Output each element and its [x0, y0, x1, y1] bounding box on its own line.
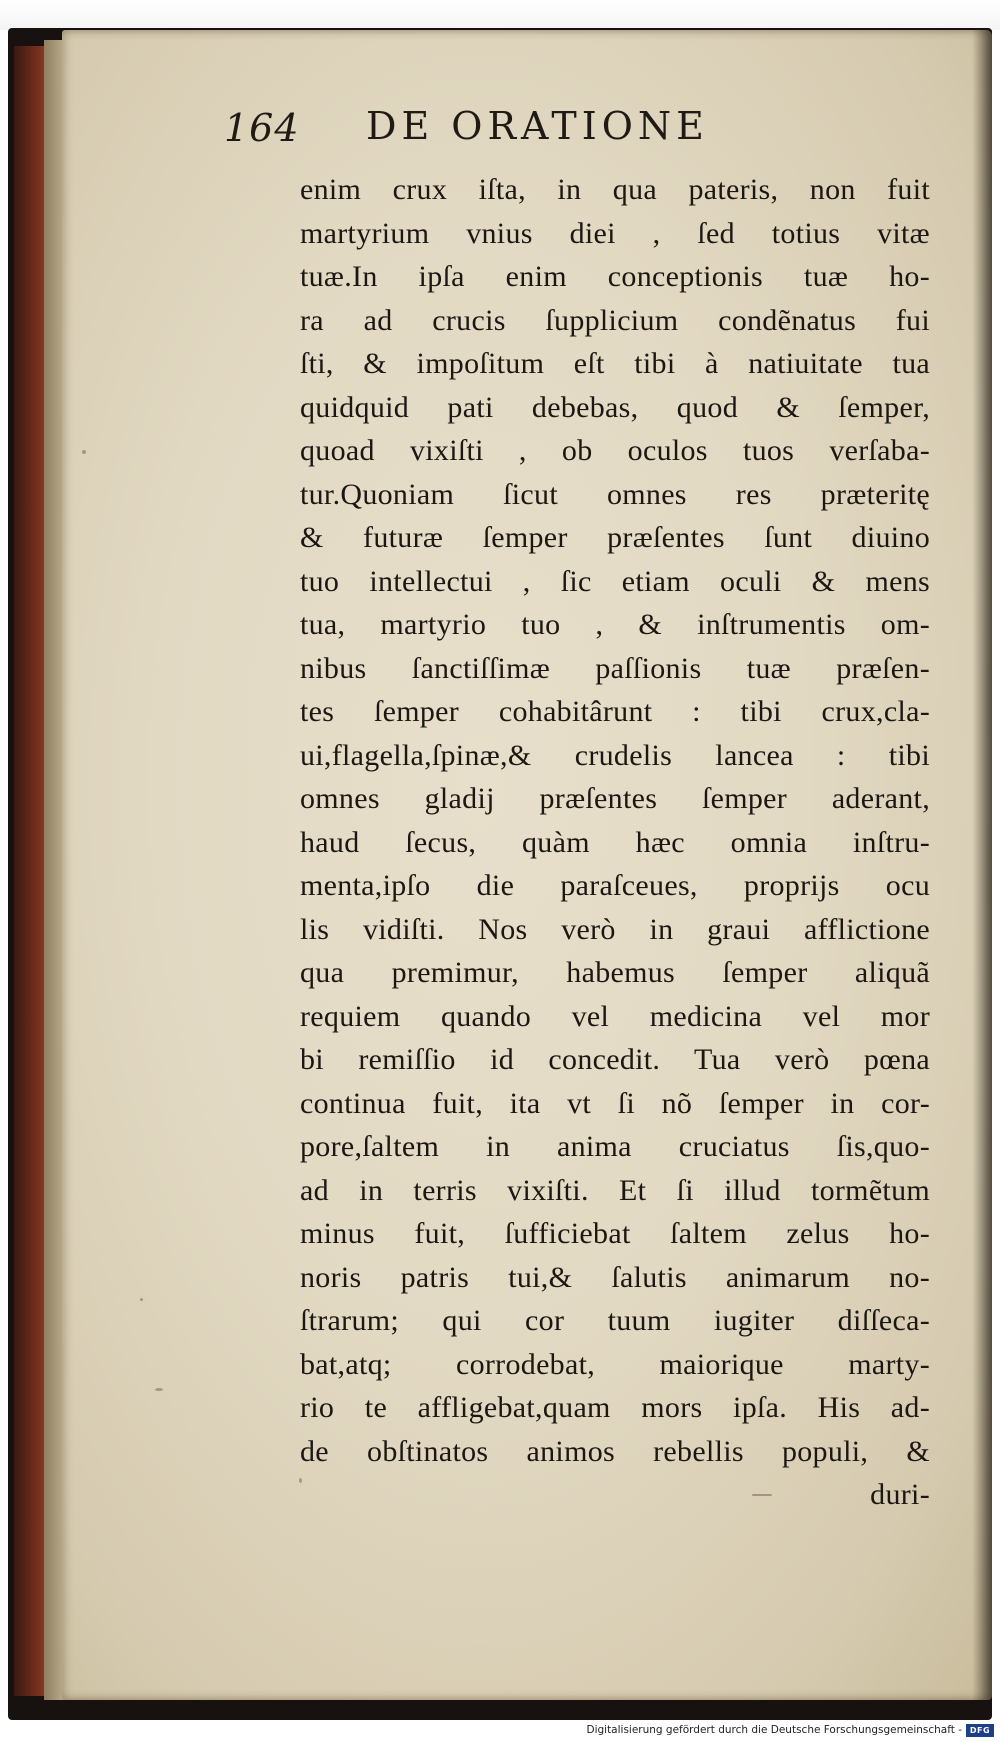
text-line: & futuræ ſemper præſentes ſunt diuino — [300, 521, 930, 554]
page-header — [224, 96, 864, 156]
text-line: omnes gladij præſentes ſemper aderant, — [300, 782, 930, 815]
text-line: bi remiſſio id concedit. Tua verò pœna — [300, 1043, 930, 1076]
text-line: quoad vixiſti , ob oculos tuos verſaba- — [300, 434, 930, 467]
text-line: tua, martyrio tuo , & inſtrumentis om- — [300, 608, 930, 641]
text-line: haud ſecus, quàm hæc omnia inſtru- — [300, 825, 930, 859]
text-line: enim crux iſta, in qua pateris, non fuit — [300, 173, 930, 206]
foxing-spot — [140, 1298, 143, 1301]
running-head: DE ORATIONE — [366, 104, 709, 148]
text-line: bat,atq; corrodebat, maiorique marty- — [300, 1347, 930, 1381]
text-line: rio te affligebat,quam mors ipſa. His ad- — [300, 1391, 930, 1424]
text-line: requiem quando vel medicina vel mor — [300, 999, 930, 1033]
text-line: ſti, & impoſitum eſt tibi à natiuitate tua — [300, 347, 930, 380]
page-number: 164 — [224, 106, 300, 150]
text-line: continua fuit, ita vt ſi nõ ſemper in cor- — [300, 1086, 930, 1120]
text-line: ui,flagella,ſpinæ,& crudelis lancea : tibi — [300, 738, 930, 772]
text-line: menta,ipſo die paraſceues, proprijs ocu — [300, 869, 930, 902]
text-line: quidquid pati debebas, quod & ſemper, — [300, 390, 930, 424]
text-line: de obſtinatos animos rebellis populi, & — [300, 1434, 930, 1468]
foxing-spot — [82, 450, 86, 454]
body-text — [300, 168, 930, 1517]
text-line: qua premimur, habemus ſemper aliquã — [300, 956, 930, 989]
text-line: tur.Quoniam ſicut omnes res præteritę — [300, 477, 930, 511]
foxing-spot — [155, 1388, 163, 1391]
text-line: ad in terris vixiſti. Et ſi illud tormẽtum — [300, 1173, 930, 1207]
text-line: tuæ.In ipſa enim conceptionis tuæ ho- — [300, 260, 930, 293]
text-line: ſtrarum; qui cor tuum iugiter diſſeca- — [300, 1304, 930, 1337]
scan-background — [0, 0, 1000, 30]
text-line: tuo intellectui , ſic etiam oculi & mens — [300, 564, 930, 598]
page-gutter-shadow — [972, 30, 992, 1700]
text-line: nibus ſanctiſſimæ paſſionis tuæ præſen- — [300, 651, 930, 685]
digitization-credit: Digitalisierung gefördert durch die Deutsche Forschungsgemeinschaft - — [586, 1724, 962, 1736]
text-line: tes ſemper cohabitârunt : tibi crux,cla- — [300, 695, 930, 728]
catchword: duri- — [870, 1478, 930, 1511]
text-line: martyrium vnius diei , ſed totius vitæ — [300, 216, 930, 250]
dfg-logo-icon: DFG — [966, 1724, 994, 1737]
text-line: ra ad crucis ſupplicium condẽnatus fui — [300, 303, 930, 337]
text-line: pore,ſaltem in anima cruciatus ſis,quo- — [300, 1130, 930, 1163]
text-line: minus fuit, ſufficiebat ſaltem zelus ho- — [300, 1217, 930, 1250]
text-line: lis vidiſti. Nos verò in graui afflictione — [300, 912, 930, 946]
text-line: noris patris tui,& ſalutis animarum no- — [300, 1260, 930, 1294]
